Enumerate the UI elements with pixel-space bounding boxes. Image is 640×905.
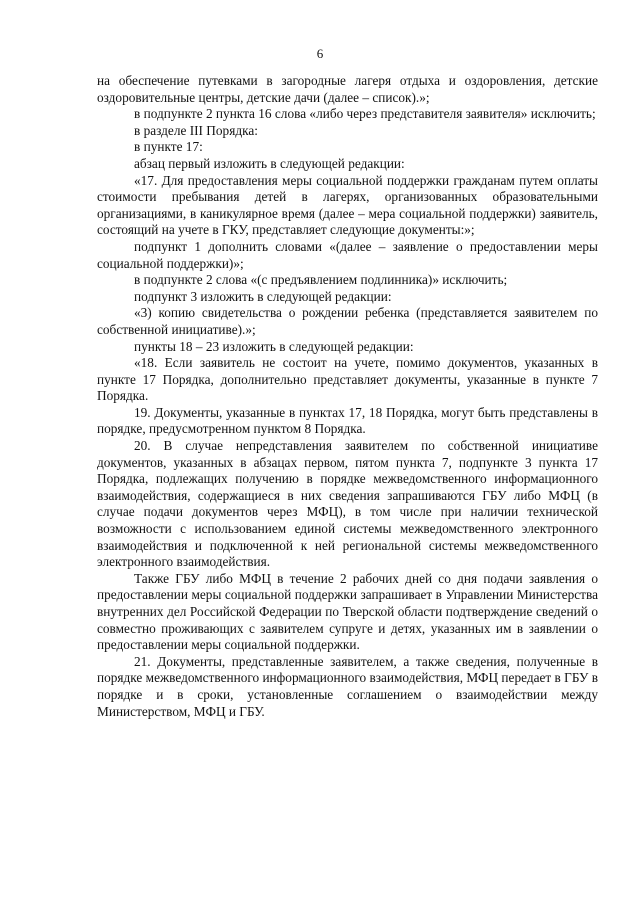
paragraph: в пункте 17: bbox=[134, 139, 203, 155]
document-body bbox=[97, 73, 598, 720]
page-number: 6 bbox=[316, 46, 324, 61]
paragraph: подпункт 1 дополнить словами «(далее – заявление о предоставлении меры социальной поддержки)»; bbox=[97, 238, 598, 271]
paragraph: в разделе III Порядка: bbox=[134, 122, 258, 138]
paragraph-continuation: на обеспечение путевками в загородные лагеря отдыха и оздоровления, детские оздоровительные центры, детские дачи (далее – список).»; bbox=[97, 73, 598, 105]
paragraph: пункты 18 – 23 изложить в следующей редакции: bbox=[134, 338, 414, 354]
paragraph: 19. Документы, указанные в пунктах 17, 18 Порядка, могут быть представлены в порядке, предусмотренном пунктом 8 Порядка. bbox=[97, 404, 598, 437]
paragraph: 20. В случае непредставления заявителем по собственной инициативе документов, указанных в абзацах первом, пятом пункта 7, подпункте 3 пункта 17 Порядка, подлежащих получению в порядке межведомственного информационного взаимодействия, содержащиеся в них сведения запрашиваются ГБУ либо МФЦ (в случае подачи документов через МФЦ), в том числе при наличии технической возможности с использованием единой системы межведомственного электронного взаимодействия и подключенной к ней региональной системы межведомственного электронного взаимодействия. bbox=[97, 438, 598, 570]
paragraph: абзац первый изложить в следующей редакции: bbox=[134, 155, 405, 171]
paragraph: Также ГБУ либо МФЦ в течение 2 рабочих дней со дня подачи заявления о предоставлении меры социальной поддержки запрашивает в Управлении Министерства внутренних дел Российской Федерации по Тверской области подтверждение сведений о совместно проживающих с заявителем супруге и детях, указанных им в заявлении о предоставлении меры социальной поддержки. bbox=[97, 570, 598, 653]
paragraph: «17. Для предоставления меры социальной поддержки гражданам путем оплаты стоимости пребывания детей в лагерях, организованных образовательными организациями, в каникулярное время (далее – мера социальной поддержки) заявитель, состоящий на учете в ГКУ, представляет следующие документы:»; bbox=[97, 172, 598, 238]
paragraph: подпункт 3 изложить в следующей редакции: bbox=[134, 288, 392, 304]
paragraph: 21. Документы, представленные заявителем, а также сведения, полученные в порядке межведомственного информационного взаимодействия, МФЦ передает в ГБУ в порядке и в сроки, установленные соглашением о взаимодействии между Министерством, МФЦ и ГБУ. bbox=[97, 653, 599, 719]
paragraph: в подпункте 2 пункта 16 слова «либо через представителя заявителя» исключить; bbox=[134, 106, 596, 122]
paragraph: «3) копию свидетельства о рождении ребенка (представляется заявителем по собственной инициативе).»; bbox=[97, 305, 598, 337]
paragraph: в подпункте 2 слова «(с предъявлением подлинника)» исключить; bbox=[134, 272, 508, 288]
paragraph: «18. Если заявитель не состоит на учете, помимо документов, указанных в пункте 17 Порядка, дополнительно представляет документы, указанные в пункте 7 Порядка. bbox=[97, 355, 598, 404]
